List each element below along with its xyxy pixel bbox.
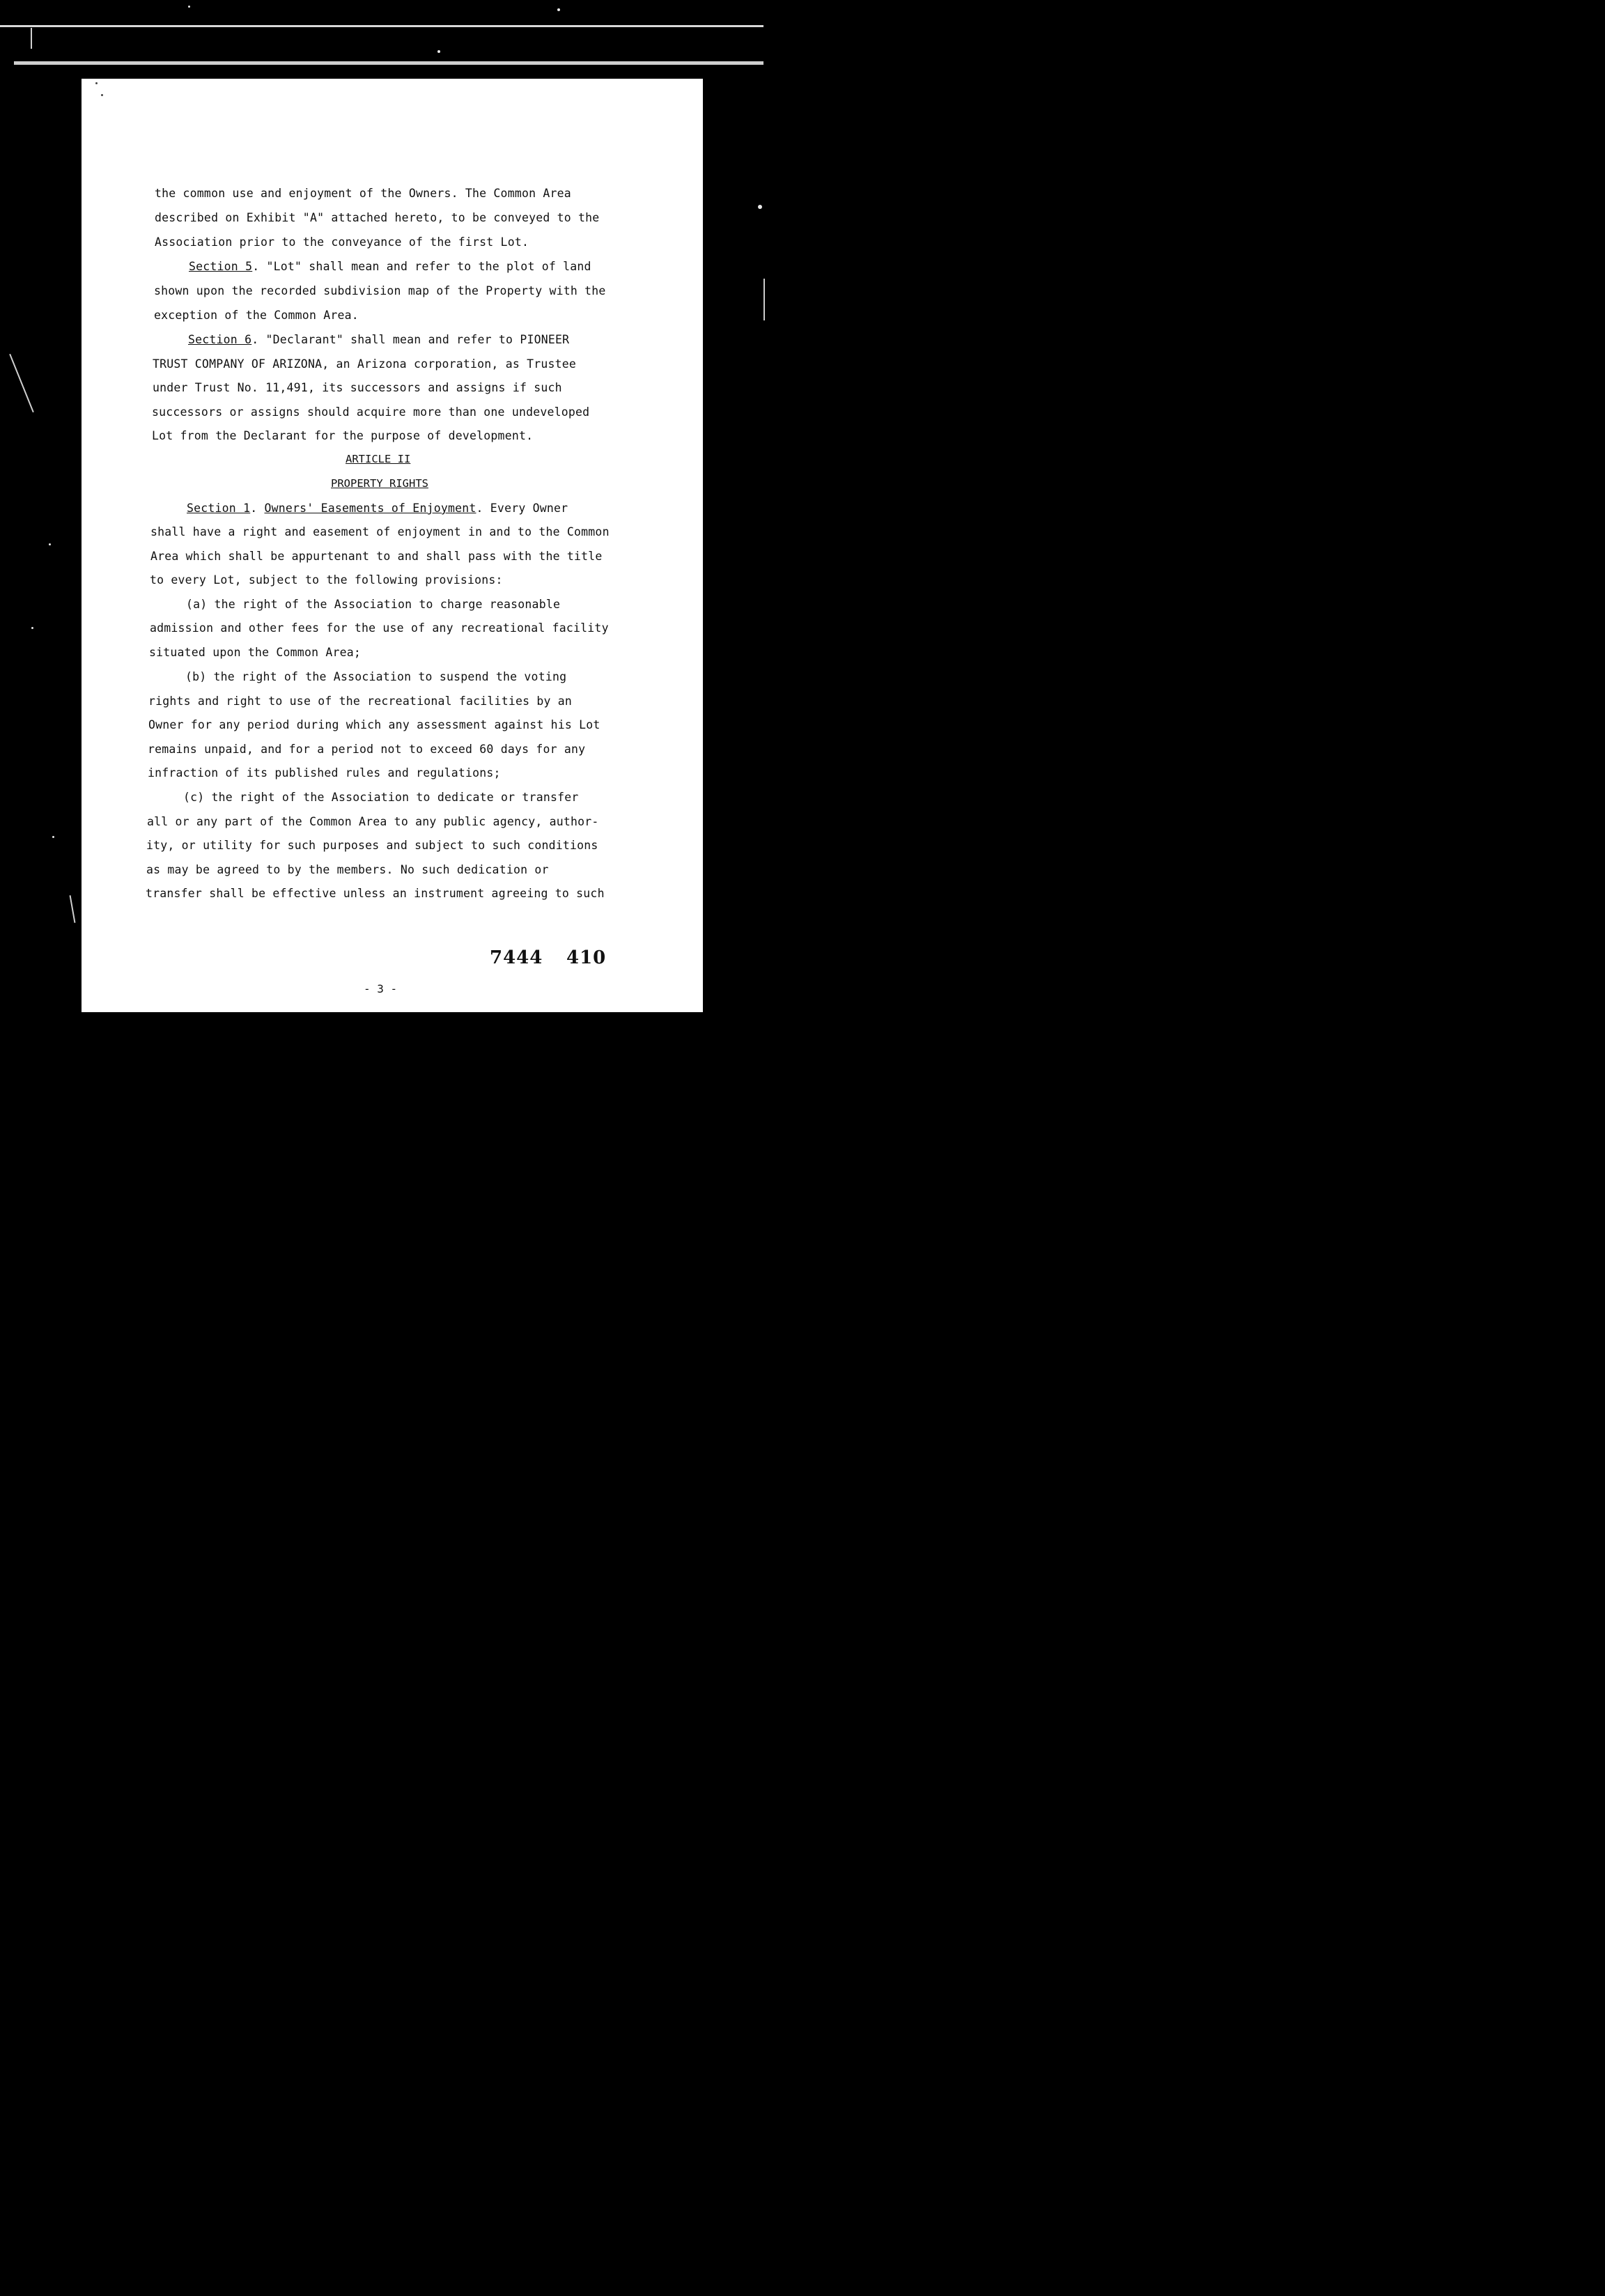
recording-number-left: 7444 xyxy=(490,947,543,968)
scan-speck xyxy=(437,50,440,53)
body-text: "Declarant" shall mean and refer to PIONEER xyxy=(265,333,570,346)
article-subheading: PROPERTY RIGHTS xyxy=(331,477,428,490)
scan-mark xyxy=(9,354,34,412)
section-1-dot: . xyxy=(250,502,258,515)
body-line: to every Lot, subject to the following provisions: xyxy=(150,573,503,587)
body-line: transfer shall be effective unless an instrument agreeing to such xyxy=(146,887,605,900)
section-5-line xyxy=(189,260,591,273)
body-line: shall have a right and easement of enjoyment in and to the Common xyxy=(150,525,610,538)
body-line: under Trust No. 11,491, its successors and assigns if such xyxy=(153,381,562,394)
section-5-label: Section 5 xyxy=(189,260,253,273)
body-line: admission and other fees for the use of any recreational facility xyxy=(150,621,609,635)
section-1-label: Section 1 xyxy=(187,502,251,515)
scan-border-line xyxy=(0,25,763,27)
recording-number-right: 410 xyxy=(566,947,607,968)
scan-speck xyxy=(31,627,33,629)
provision-b-line: (b) the right of the Association to suspend the voting xyxy=(185,670,567,683)
body-line: infraction of its published rules and regulations; xyxy=(148,766,501,779)
body-line: the common use and enjoyment of the Owners. The Common Area xyxy=(155,187,571,200)
provision-c-line: (c) the right of the Association to dedicate or transfer xyxy=(183,791,579,804)
body-line: remains unpaid, and for a period not to exceed 60 days for any xyxy=(148,743,586,756)
section-1-title-dot: . xyxy=(476,502,483,515)
body-line: described on Exhibit "A" attached hereto, to be conveyed to the xyxy=(155,211,600,224)
body-line: TRUST COMPANY OF ARIZONA, an Arizona corporation, as Trustee xyxy=(153,357,577,371)
scan-speck xyxy=(49,543,51,545)
provision-a-line: (a) the right of the Association to charge reasonable xyxy=(186,598,561,611)
body-line: rights and right to use of the recreational facilities by an xyxy=(148,695,573,708)
body-text: Every Owner xyxy=(490,502,568,515)
section-6-dot: . xyxy=(251,333,259,346)
scan-speck xyxy=(52,836,54,838)
section-6-line xyxy=(188,333,569,346)
body-line: exception of the Common Area. xyxy=(154,309,359,322)
section-1-title: Owners' Easements of Enjoyment xyxy=(264,502,476,515)
body-line: situated upon the Common Area; xyxy=(149,646,362,659)
page-number: - 3 - xyxy=(364,982,398,995)
body-line: Lot from the Declarant for the purpose of development. xyxy=(152,429,534,442)
scan-speck xyxy=(557,8,560,11)
section-6-label: Section 6 xyxy=(188,333,252,346)
scan-speck xyxy=(758,205,762,209)
scan-border-line xyxy=(14,61,763,65)
body-line: Association prior to the conveyance of the first Lot. xyxy=(155,235,529,249)
body-line: Area which shall be appurtenant to and shall pass with the title xyxy=(150,550,603,563)
body-line: shown upon the recorded subdivision map of the Property with the xyxy=(154,284,606,297)
body-line: successors or assigns should acquire more than one undeveloped xyxy=(152,405,590,419)
body-line: as may be agreed to by the members. No such dedication or xyxy=(146,863,549,876)
scan-speck xyxy=(95,82,98,84)
body-line: Owner for any period during which any assessment against his Lot xyxy=(148,718,600,731)
scan-speck xyxy=(101,94,103,96)
article-heading: ARTICLE II xyxy=(346,453,411,465)
body-text: shall mean and refer to the plot of land xyxy=(309,260,591,273)
body-line: all or any part of the Common Area to any public agency, author- xyxy=(147,815,599,828)
scan-mark xyxy=(31,28,32,49)
section-5-lead: . "Lot" xyxy=(252,260,302,273)
body-line: ity, or utility for such purposes and subject to such conditions xyxy=(146,839,598,852)
document-page xyxy=(82,79,703,1012)
section-1-line xyxy=(187,502,568,515)
scan-mark xyxy=(70,895,76,923)
scan-speck xyxy=(188,6,190,8)
scan-mark xyxy=(754,279,765,320)
